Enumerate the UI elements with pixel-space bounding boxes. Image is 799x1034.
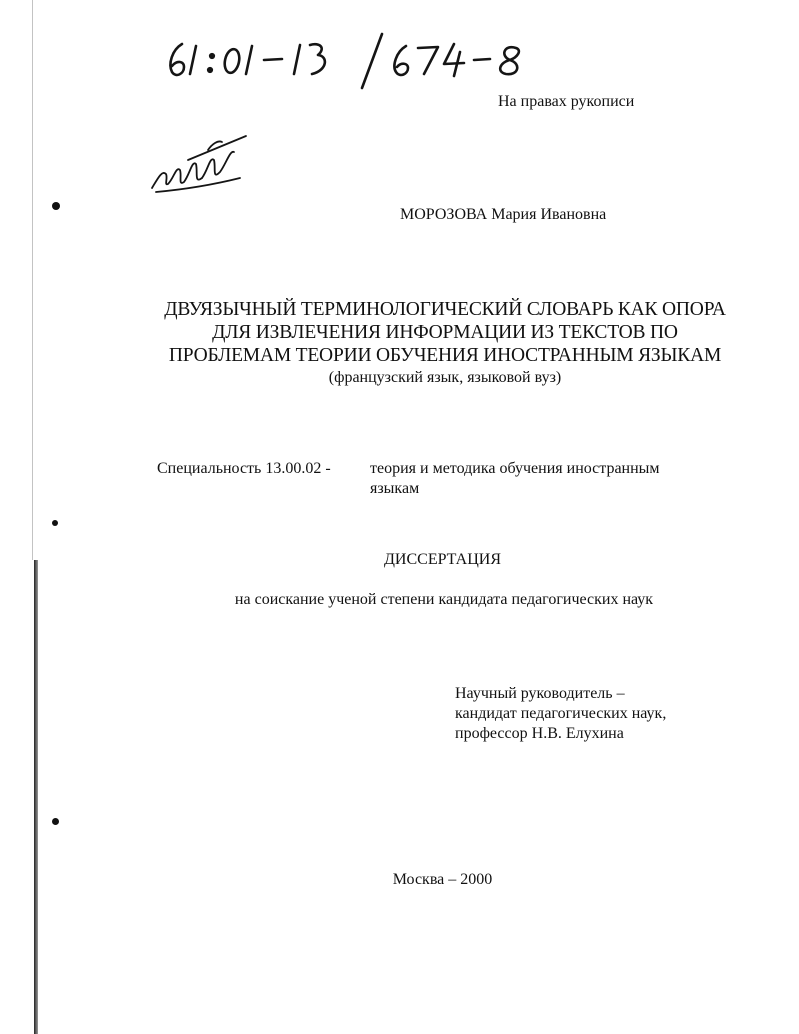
document-type: ДИССЕРТАЦИЯ bbox=[384, 551, 501, 568]
scan-hole-mark bbox=[52, 202, 60, 210]
title-subtitle: (французский язык, языковой вуз) bbox=[328, 369, 562, 386]
supervisor-block bbox=[455, 684, 666, 744]
specialty-value: теория и методика обучения иностранным языкам bbox=[370, 460, 660, 497]
author-name: МОРОЗОВА Мария Ивановна bbox=[400, 206, 607, 223]
title-line: ДВУЯЗЫЧНЫЙ ТЕРМИНОЛОГИЧЕСКИЙ СЛОВАРЬ КАК ОПОРА bbox=[164, 299, 726, 320]
scan-hole-mark bbox=[52, 520, 58, 526]
scan-edge-binding bbox=[34, 560, 38, 1034]
title-line: ПРОБЛЕМАМ ТЕОРИИ ОБУЧЕНИЯ ИНОСТРАННЫМ ЯЗЫКАМ bbox=[168, 345, 722, 366]
supervisor-role: Научный руководитель – bbox=[455, 685, 625, 702]
scan-edge-thin bbox=[32, 0, 33, 560]
scan-hole-mark bbox=[52, 818, 59, 825]
signature bbox=[148, 130, 258, 200]
degree-statement: на соискание ученой степени кандидата педагогических наук bbox=[234, 591, 654, 608]
manuscript-notice: На правах рукописи bbox=[498, 93, 635, 110]
dissertation-title bbox=[120, 298, 770, 388]
city-year: Москва – 2000 bbox=[392, 871, 493, 888]
supervisor-name: профессор Н.В. Елухина bbox=[455, 725, 624, 742]
title-line: ДЛЯ ИЗВЛЕЧЕНИЯ ИНФОРМАЦИИ ИЗ ТЕКСТОВ ПО bbox=[212, 322, 678, 343]
specialty-label: Специальность 13.00.02 - bbox=[157, 460, 331, 477]
handwritten-registry-code bbox=[160, 30, 560, 90]
supervisor-degree: кандидат педагогических наук, bbox=[455, 705, 667, 722]
